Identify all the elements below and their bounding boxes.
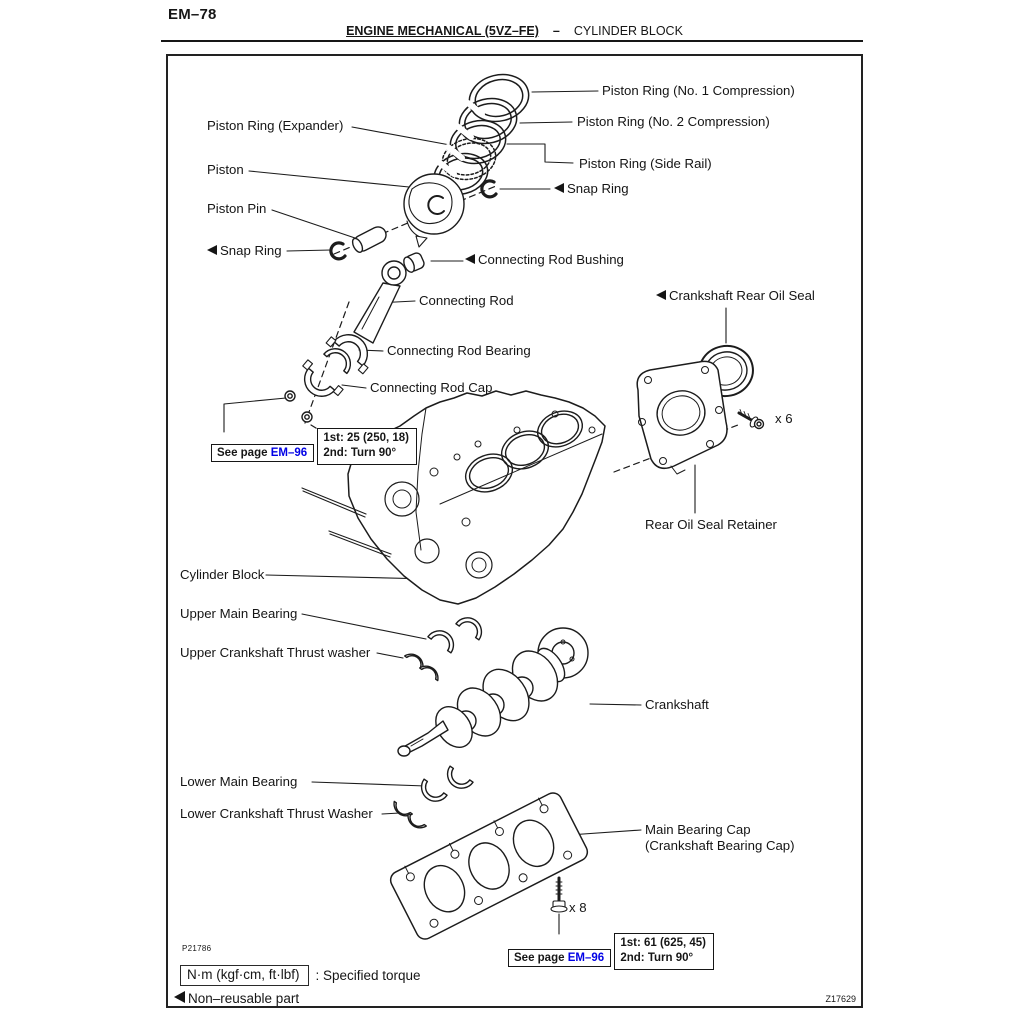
label-snap-ring-right (554, 181, 629, 197)
torque-steps-box (614, 933, 714, 970)
header-subsection-title: CYLINDER BLOCK (573, 24, 683, 38)
upper-thrust-washer-art (405, 650, 442, 681)
torque-step-2: 2nd: Turn 90° (620, 952, 694, 964)
rod-nuts-art (285, 391, 312, 422)
see-page-box (508, 949, 611, 967)
label-retainer-bolt-count: x 6 (775, 411, 793, 426)
drawing-code: Z17629 (825, 994, 856, 1004)
torque-note-connecting-rod (211, 430, 417, 465)
label-text-line2: (Crankshaft Bearing Cap) (645, 837, 795, 853)
label-upper-crankshaft-thrust-washer: Upper Crankshaft Thrust washer (180, 645, 371, 660)
legend-non-reusable (174, 991, 299, 1006)
figure-frame (166, 54, 863, 1008)
label-snap-ring-left (207, 243, 282, 259)
rear-oil-seal-retainer-art (637, 361, 727, 474)
torque-step-1: 1st: 61 (625, 45) (620, 937, 707, 949)
see-page-prefix: See page (514, 952, 568, 964)
label-text: Connecting Rod Bushing (478, 252, 624, 267)
torque-steps-box (317, 428, 417, 465)
label-connecting-rod-cap: Connecting Rod Cap (370, 380, 493, 395)
label-upper-main-bearing: Upper Main Bearing (180, 606, 298, 621)
torque-symbol-meaning: : Specified torque (315, 968, 421, 983)
legend-specified-torque (180, 965, 421, 986)
legend-text: Non–reusable part (188, 991, 300, 1006)
crankshaft-art (398, 628, 588, 756)
torque-symbol-box: N·m (kgf·cm, ft·lbf) (180, 965, 309, 986)
header-separator: – (552, 24, 560, 38)
main-bearing-cap-art (387, 789, 590, 942)
see-page-prefix: See page (217, 447, 271, 459)
label-cylinder-block: Cylinder Block (180, 567, 265, 582)
label-text: Snap Ring (567, 181, 629, 196)
label-text-line1: Main Bearing Cap (645, 822, 751, 837)
page-link-em96[interactable]: EM–96 (567, 952, 605, 964)
page-link-em96[interactable]: EM–96 (270, 447, 308, 459)
label-lower-crankshaft-thrust-washer: Lower Crankshaft Thrust Washer (180, 806, 373, 821)
header-rule (161, 40, 863, 42)
label-piston-pin: Piston Pin (207, 201, 267, 216)
label-crankshaft-rear-oil-seal (656, 288, 815, 304)
label-piston-ring-no1: Piston Ring (No. 1 Compression) (602, 83, 795, 98)
piston-art (404, 174, 464, 247)
non-reusable-icon (554, 183, 564, 193)
label-piston: Piston (207, 162, 244, 177)
piston-pin-art (350, 224, 388, 254)
label-crankshaft: Crankshaft (645, 697, 709, 712)
label-text: Crankshaft Rear Oil Seal (669, 288, 815, 303)
non-reusable-icon (656, 290, 666, 300)
cylinder-block-art (302, 391, 605, 604)
snap-ring-left-art (331, 243, 345, 259)
label-piston-ring-no2: Piston Ring (No. 2 Compression) (577, 114, 770, 129)
label-text: Snap Ring (220, 243, 282, 258)
lower-main-bearing-art (416, 766, 473, 807)
non-reusable-icon (465, 254, 475, 264)
page-header (166, 24, 863, 38)
retainer-bolt-art (739, 410, 764, 429)
lower-thrust-washer-art (390, 801, 426, 832)
label-rear-oil-seal-retainer: Rear Oil Seal Retainer (645, 517, 777, 532)
connecting-rod-cap-art (293, 360, 343, 407)
torque-step-1: 1st: 25 (250, 18) (323, 432, 410, 444)
page-number: EM–78 (168, 6, 217, 23)
connecting-rod-bearing-art (324, 343, 357, 374)
label-piston-ring-side-rail: Piston Ring (Side Rail) (579, 156, 712, 171)
label-connecting-rod-bearing: Connecting Rod Bearing (387, 343, 531, 358)
main-cap-bolt-art (551, 878, 567, 912)
label-main-bearing-cap (645, 822, 795, 853)
header-section-title: ENGINE MECHANICAL (5VZ–FE) (346, 24, 539, 38)
label-connecting-rod: Connecting Rod (419, 293, 514, 308)
photo-code: P21786 (182, 944, 212, 953)
upper-main-bearing-art (428, 612, 487, 653)
non-reusable-icon (207, 245, 217, 255)
torque-note-main-bearing (508, 935, 714, 970)
label-connecting-rod-bushing (465, 252, 624, 268)
label-lower-main-bearing: Lower Main Bearing (180, 774, 298, 789)
torque-step-2: 2nd: Turn 90° (323, 447, 397, 459)
see-page-box (211, 444, 314, 462)
label-main-cap-bolt-count: x 8 (569, 900, 587, 915)
non-reusable-icon (174, 991, 185, 1003)
label-piston-ring-expander: Piston Ring (Expander) (207, 118, 344, 133)
